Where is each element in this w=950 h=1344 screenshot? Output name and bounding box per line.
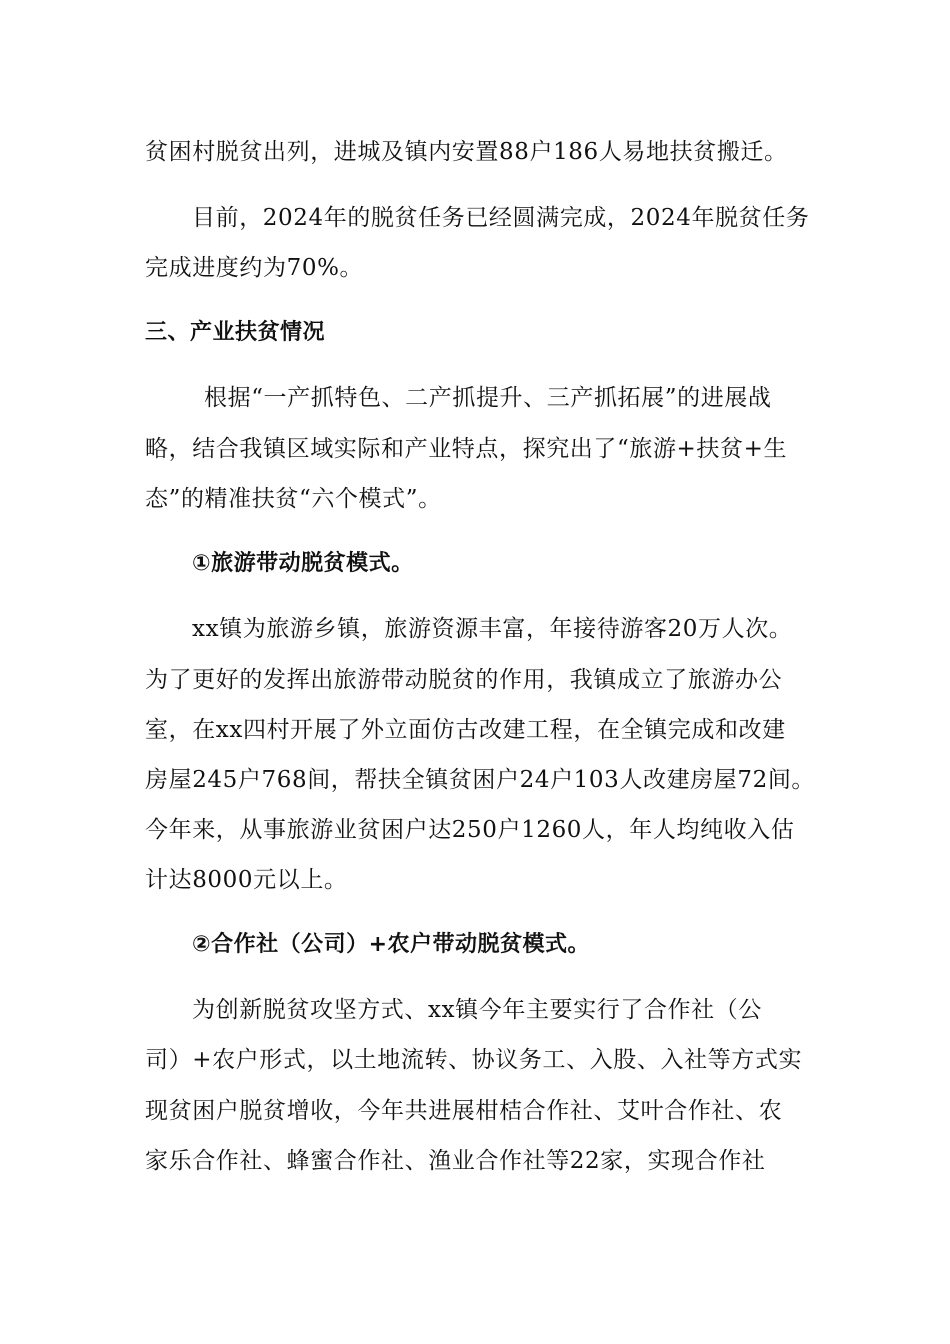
paragraph-line: xx镇为旅游乡镇，旅游资源丰富，年接待游客20万人次。 <box>192 616 793 642</box>
paragraph-line: 根据“一产抓特色、二产抓提升、三产抓拓展”的进展战 <box>204 385 772 411</box>
subsection-heading: ①旅游带动脱贫模式。 <box>192 551 414 576</box>
paragraph-line: 室，在xx四村开展了外立面仿古改建工程，在全镇完成和改建 <box>145 717 786 743</box>
paragraph-line: 贫困村脱贫出列，进城及镇内安置88户186人易地扶贫搬迁。 <box>145 139 788 165</box>
section-heading: 三、产业扶贫情况 <box>145 320 326 345</box>
paragraph-line: 为创新脱贫攻坚方式、xx镇今年主要实行了合作社（公 <box>192 997 762 1023</box>
paragraph-line: 目前，2024年的脱贫任务已经圆满完成，2024年脱贫任务 <box>192 205 810 231</box>
paragraph-line: 房屋245户768间，帮扶全镇贫困户24户103人改建房屋72间。 <box>145 767 816 793</box>
paragraph-line: 家乐合作社、蜂蜜合作社、渔业合作社等22家，实现合作社 <box>145 1148 766 1174</box>
paragraph-line: 态”的精准扶贫“六个模式”。 <box>145 486 442 512</box>
paragraph-line: 计达8000元以上。 <box>145 867 348 893</box>
paragraph-line: 略，结合我镇区域实际和产业特点，探究出了“旅游+扶贫+生 <box>145 436 788 462</box>
paragraph-line: 现贫困户脱贫增收，今年共进展柑桔合作社、艾叶合作社、农 <box>145 1098 783 1124</box>
paragraph-line: 为了更好的发挥出旅游带动脱贫的作用，我镇成立了旅游办公 <box>145 667 783 693</box>
subsection-heading: ②合作社（公司）+农户带动脱贫模式。 <box>192 932 591 957</box>
paragraph-line: 完成进度约为70%。 <box>145 255 364 281</box>
paragraph-line: 今年来，从事旅游业贫困户达250户1260人，年人均纯收入估 <box>145 817 795 843</box>
paragraph-line: 司）+农户形式，以土地流转、协议务工、入股、入社等方式实 <box>145 1047 803 1073</box>
